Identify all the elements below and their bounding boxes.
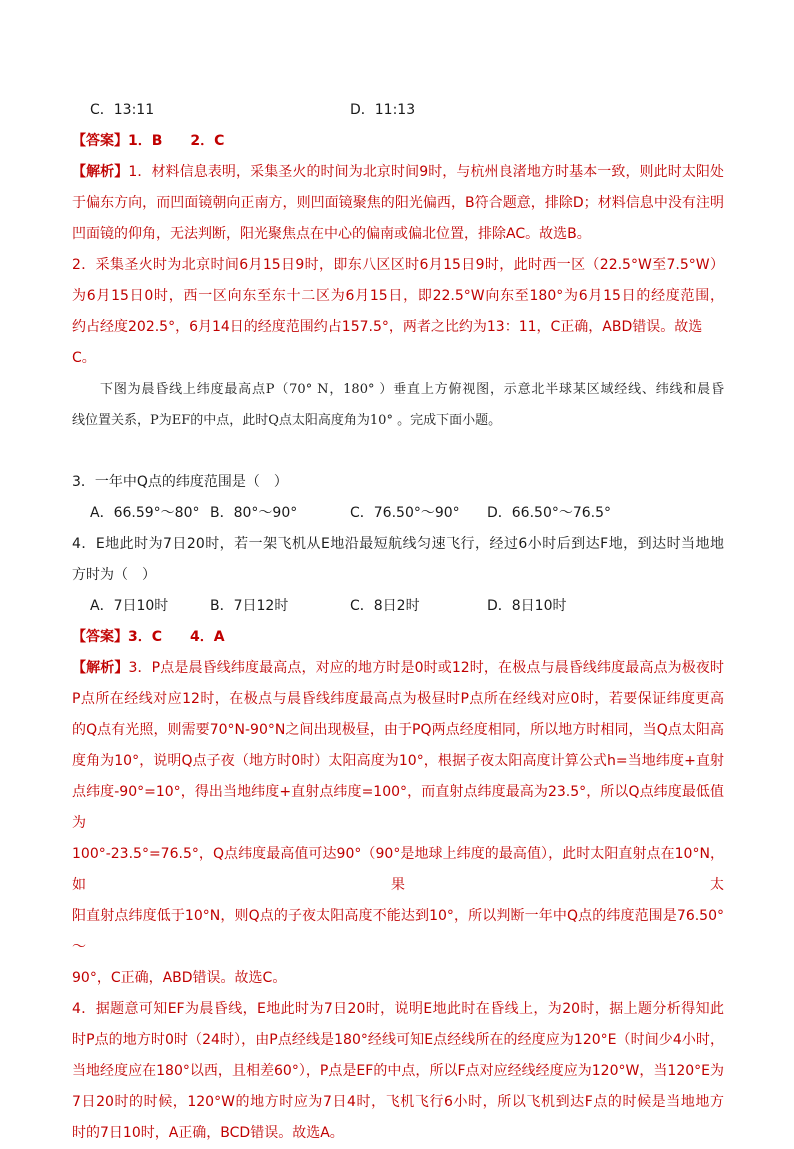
answer-3-4 [72, 622, 724, 653]
q4-option-c: C．8日2时 [350, 598, 420, 614]
answer-1-2 [72, 126, 724, 157]
question-4-options [72, 591, 724, 622]
q3-option-b: B．80°～90° [210, 505, 298, 521]
analysis-3-4-line: 点纬度-90°=10°，得出当地纬度+直射点纬度=100°，而直射点纬度最高为23.5°，所以Q点纬度最低值为 [72, 784, 724, 831]
analysis-1-2-line: 为6月15日0时，西一区向东至东十二区为6月15日，即22.5°W向东至180°为6月15日的经度范围， [72, 288, 724, 304]
analysis-3-4-line: 阳直射点纬度低于10°N，则Q点的子夜太阳高度不能达到10°，所以判断一年中Q点的纬度范围是76.50°～ [72, 908, 724, 955]
option-d: D．11:13 [350, 102, 416, 118]
analysis-tag: 【解析】 [72, 660, 129, 676]
analysis-3-4-line: 90°，C正确，ABD错误。故选C。 [72, 970, 287, 986]
question-3-options [72, 498, 724, 529]
question-3-stem: 3．一年中Q点的纬度范围是（ ） [72, 474, 288, 490]
answer-text: 1．B 2．C [128, 133, 225, 149]
analysis-3-4-line: 7日20时的时候，120°W的地方时应为7日4时，飞机飞行6小时，所以飞机到达F点的时候是当地地方 [72, 1094, 724, 1110]
analysis-text: 1．材料信息表明，采集圣火的时间为北京时间9时，与杭州良渚地方时基本一致，则此时太阳处 [128, 164, 725, 180]
analysis-1-2-line [72, 157, 724, 188]
question-4-stem: 方时为（ ） [72, 567, 156, 583]
q3-option-a: A．66.59°～80° [90, 505, 200, 521]
previous-question-options [72, 95, 724, 126]
analysis-1-2-line: 凹面镜的仰角，无法判断，阳光聚焦点在中心的偏南或偏北位置，排除AC。故选B。 [72, 226, 591, 242]
answer-text: 3．C 4．A [128, 629, 225, 645]
analysis-3-4-line: 时P点的地方时0时（24时），由P点经线是180°经线可知E点经线所在的经度应为120°E（时间少4小时， [72, 1032, 724, 1048]
analysis-text: 3．P点是晨昏线纬度最高点，对应的地方时是0时或12时，在极点与晨昏线纬度最高点为极夜时 [128, 660, 724, 676]
analysis-1-2-line: 2．采集圣火时为北京时间6月15日9时，即东八区区时6月15日9时，此时西一区（22.5°W至7.5°W） [72, 257, 724, 273]
analysis-3-4-line: 4．据题意可知EF为晨昏线，E地此时为7日20时，说明E地此时在昏线上，为20时，据上题分析得知此 [72, 1001, 724, 1017]
intro-line: 线位置关系，P为EF的中点，此时Q点太阳高度角为10° 。完成下面小题。 [72, 413, 502, 428]
answer-tag: 【答案】 [72, 629, 128, 645]
analysis-3-4-line: P点所在经线对应12时，在极点与晨昏线纬度最高点为极昼时P点所在经线对应0时，若要保证纬度更高 [72, 691, 724, 707]
q3-option-d: D．66.50°～76.5° [487, 505, 612, 521]
question-4-stem: 4．E地此时为7日20时，若一架飞机从E地沿最短航线匀速飞行，经过6小时后到达F地，到达时当地地 [72, 536, 724, 552]
intro-line: 下图为晨昏线上纬度最高点P（70° N，180° ）垂直上方俯视图，示意北半球某区域经线、纬线和晨昏 [100, 382, 724, 397]
analysis-1-2-line: 约占经度202.5°，6月14日的经度范围约占157.5°，两者之比约为13：11，C正确，ABD错误。故选C。 [72, 319, 703, 366]
analysis-3-4-line: 100°-23.5°=76.5°，Q点纬度最高值可达90°（90°是地球上纬度的最高值），此时太阳直射点在10°N，如果太 [72, 846, 724, 893]
spacer [72, 436, 724, 467]
option-c: C．13:11 [90, 102, 155, 118]
analysis-3-4-line: 当地经度应在180°以西，且相差60°），P点是EF的中点，所以F点对应经线经度应为120°W，当120°E为 [72, 1063, 724, 1079]
analysis-3-4-line [72, 653, 724, 684]
q4-option-b: B．7日12时 [210, 598, 289, 614]
answer-tag: 【答案】 [72, 133, 128, 149]
analysis-3-4-line: 的Q点有光照，则需要70°N-90°N之间出现极昼，由于PQ两点经度相同，所以地方时相同，当Q点太阳高 [72, 722, 724, 738]
analysis-tag: 【解析】 [72, 164, 129, 180]
analysis-1-2-line: 于偏东方向，而凹面镜朝向正南方，则凹面镜聚焦的阳光偏西，B符合题意，排除D；材料信息中没有注明 [72, 195, 724, 211]
analysis-3-4-line: 时的7日10时，A正确，BCD错误。故选A。 [72, 1125, 344, 1141]
analysis-3-4-line: 度角为10°，说明Q点子夜（地方时0时）太阳高度为10°，根据子夜太阳高度计算公式h=当地纬度+直射 [72, 753, 724, 769]
q3-option-c: C．76.50°～90° [350, 505, 460, 521]
q4-option-d: D．8日10时 [487, 598, 567, 614]
q4-option-a: A．7日10时 [90, 598, 169, 614]
